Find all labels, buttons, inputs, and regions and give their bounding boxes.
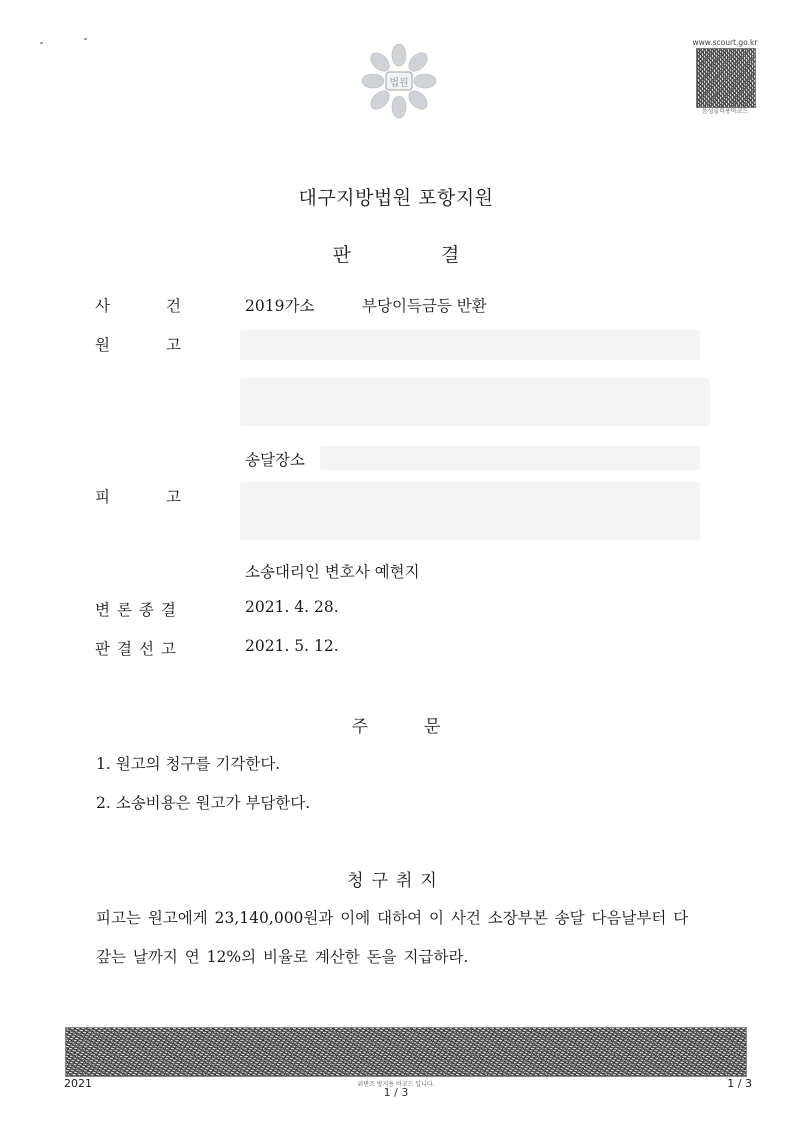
scan-speck <box>84 38 87 40</box>
doc-title: 판 결 <box>332 244 460 266</box>
case-name: 부당이득금등 반환 <box>362 297 487 315</box>
redacted-address <box>240 378 710 426</box>
redacted-delivery <box>320 446 700 470</box>
label-plaintiff-1: 원 <box>95 336 110 354</box>
qr-code <box>696 48 756 108</box>
court-name: 대구지방법원 포항지원 <box>298 187 494 209</box>
redacted-plaintiff <box>240 330 700 360</box>
label-ruling: 판결선고 <box>95 640 183 658</box>
footer-page-right: 1 / 3 <box>727 1077 752 1090</box>
court-emblem-icon <box>361 43 437 119</box>
emblem-text: 법원 <box>389 78 409 89</box>
anti-forgery-barcode <box>65 1027 747 1077</box>
footer-note: 위변조 방지용 바코드 입니다. <box>357 1081 435 1088</box>
counsel: 소송대리인 변호사 예현지 <box>245 563 420 581</box>
footer-page-center: 1 / 3 <box>383 1086 409 1099</box>
closing-date: 2021. 4. 28. <box>245 598 339 616</box>
footer-year: 2021 <box>64 1077 92 1090</box>
order-item-2: 2. 소송비용은 원고가 부담한다. <box>96 794 311 812</box>
label-case-2: 건 <box>166 297 181 315</box>
case-number: 2019가소 <box>245 297 315 315</box>
qr-url: www.scourt.go.kr <box>692 38 758 47</box>
label-defendant-1: 피 <box>95 488 110 506</box>
label-closing: 변론종결 <box>95 601 183 619</box>
scan-speck <box>40 42 43 44</box>
label-case-1: 사 <box>95 297 110 315</box>
label-plaintiff-2: 고 <box>166 336 181 354</box>
label-defendant-2: 고 <box>166 488 181 506</box>
claim-line-1: 피고는 원고에게 23,140,000원과 이에 대하여 이 사건 소장부본 송달 다음날부터 다 <box>96 909 689 927</box>
ruling-date: 2021. 5. 12. <box>245 637 339 655</box>
delivery-label: 송달장소 <box>245 451 305 469</box>
claim-line-2: 갚는 날까지 연 12%의 비율로 계산한 돈을 지급하라. <box>96 948 469 966</box>
redacted-defendant <box>240 482 700 540</box>
order-item-1: 1. 원고의 청구를 기각한다. <box>96 755 281 773</box>
qr-caption: 음성출력용바코드 <box>701 108 749 115</box>
order-title: 주 문 <box>351 717 441 737</box>
claim-title: 청구취지 <box>347 871 445 891</box>
